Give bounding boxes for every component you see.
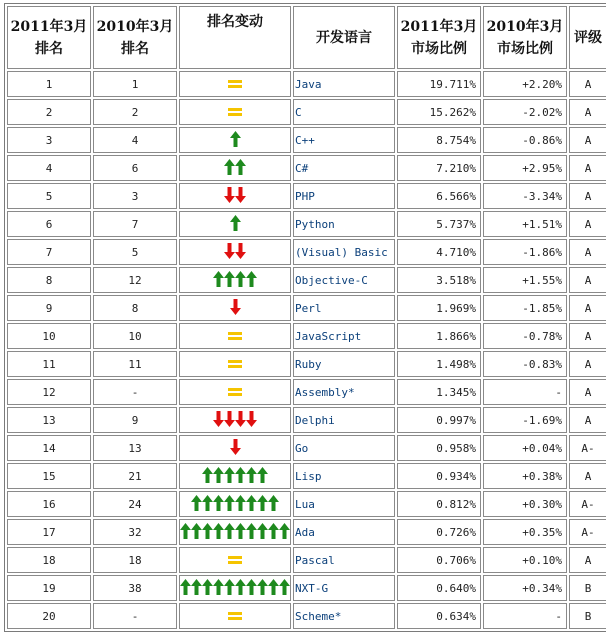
rank-change-indicator [213,410,257,428]
rank-change-indicator [228,383,242,401]
no-change-icon [228,332,242,340]
share-2011-cell: 4.710% [397,239,481,265]
header-rank-2010 [93,6,177,69]
arrow-up-icon [180,579,191,595]
ranking-table-container [4,3,606,632]
arrow-up-icon [268,495,279,511]
rank-change-indicator [191,494,279,512]
language-cell: Delphi [293,407,395,433]
rank-2010-cell: 2 [93,99,177,125]
arrow-up-icon [235,467,246,483]
table-row [7,183,606,209]
share-delta-cell: -2.02% [483,99,567,125]
share-2011-cell: 0.812% [397,491,481,517]
rank-change-cell [179,155,291,181]
language-cell: PHP [293,183,395,209]
header-grade-label: 评级 [574,29,602,46]
language-cell: Objective-C [293,267,395,293]
share-delta-cell: +0.10% [483,547,567,573]
table-row [7,71,606,97]
rank-2010-cell: 12 [93,267,177,293]
share-delta-cell: +0.04% [483,435,567,461]
arrow-up-icon [230,131,241,147]
arrow-up-icon [257,579,268,595]
table-row [7,491,606,517]
arrow-up-icon [246,271,257,287]
arrow-up-icon [180,523,191,539]
grade-cell: A [569,547,606,573]
rank-2010-cell: 32 [93,519,177,545]
rank-change-cell [179,351,291,377]
rank-change-cell [179,519,291,545]
header-language-label: 开发语言 [316,29,372,46]
arrow-up-icon [213,495,224,511]
grade-cell: B [569,575,606,601]
share-2011-cell: 19.711% [397,71,481,97]
rank-change-cell [179,71,291,97]
language-cell: C [293,99,395,125]
rank-2011-cell: 14 [7,435,91,461]
rank-2011-cell: 7 [7,239,91,265]
header-rank-2011 [7,6,91,69]
no-change-icon [228,80,242,88]
language-cell: C# [293,155,395,181]
grade-cell: A [569,463,606,489]
language-cell: Java [293,71,395,97]
arrow-up-icon [268,579,279,595]
share-2011-cell: 8.754% [397,127,481,153]
rank-change-cell [179,183,291,209]
share-2011-cell: 0.640% [397,575,481,601]
rank-2011-cell: 4 [7,155,91,181]
arrow-up-icon [213,579,224,595]
rank-2010-cell: 4 [93,127,177,153]
rank-2010-cell: 8 [93,295,177,321]
arrow-down-icon [224,243,235,259]
arrow-up-icon [202,467,213,483]
arrow-up-icon [213,271,224,287]
rank-2010-cell: 6 [93,155,177,181]
language-cell: Assembly* [293,379,395,405]
language-cell: Scheme* [293,603,395,629]
rank-2011-cell: 19 [7,575,91,601]
grade-cell: A [569,295,606,321]
rank-2011-cell: 10 [7,323,91,349]
share-2011-cell: 1.969% [397,295,481,321]
rank-change-indicator [228,355,242,373]
arrow-up-icon [224,495,235,511]
rank-2011-cell: 5 [7,183,91,209]
share-delta-cell: +1.55% [483,267,567,293]
rank-2010-cell: 5 [93,239,177,265]
rank-2011-cell: 1 [7,71,91,97]
rank-2010-cell: 21 [93,463,177,489]
grade-cell: A [569,323,606,349]
no-change-icon [228,388,242,396]
header-rank-2011-year: 2011年3月 [10,18,88,35]
share-delta-cell: +0.34% [483,575,567,601]
share-delta-cell: +0.30% [483,491,567,517]
share-delta-cell: - [483,379,567,405]
arrow-up-icon [191,495,202,511]
grade-cell: A [569,239,606,265]
arrow-up-icon [224,271,235,287]
rank-change-cell [179,547,291,573]
language-cell: Ada [293,519,395,545]
arrow-up-icon [202,495,213,511]
language-ranking-table [4,3,606,632]
grade-cell: A [569,71,606,97]
table-row [7,435,606,461]
grade-cell: A [569,351,606,377]
table-row [7,407,606,433]
rank-2010-cell: 18 [93,547,177,573]
arrow-up-icon [268,523,279,539]
header-share-2011-label: 市场比例 [411,40,467,57]
rank-2011-cell: 9 [7,295,91,321]
arrow-up-icon [235,523,246,539]
table-row [7,239,606,265]
rank-2010-cell: 10 [93,323,177,349]
table-row [7,295,606,321]
arrow-up-icon [224,467,235,483]
rank-2011-cell: 20 [7,603,91,629]
share-2011-cell: 5.737% [397,211,481,237]
share-2011-cell: 0.997% [397,407,481,433]
language-cell: Python [293,211,395,237]
rank-change-indicator [228,103,242,121]
header-rank-change [179,6,291,69]
header-rank-2010-label: 排名 [121,40,149,57]
arrow-up-icon [224,159,235,175]
rank-change-indicator [230,130,241,148]
rank-2010-cell: 1 [93,71,177,97]
language-cell: C++ [293,127,395,153]
grade-cell: A [569,407,606,433]
language-cell: Lua [293,491,395,517]
header-rank-2010-year: 2010年3月 [96,18,174,35]
rank-change-cell [179,239,291,265]
arrow-down-icon [230,299,241,315]
header-share-2010-label: 市场比例 [497,40,553,57]
no-change-icon [228,612,242,620]
arrow-up-icon [246,495,257,511]
arrow-up-icon [202,579,213,595]
arrow-up-icon [213,523,224,539]
share-2011-cell: 6.566% [397,183,481,209]
grade-cell: A- [569,435,606,461]
rank-change-indicator [230,298,241,316]
arrow-up-icon [246,467,257,483]
arrow-up-icon [230,215,241,231]
table-row [7,519,606,545]
no-change-icon [228,556,242,564]
grade-cell: A [569,183,606,209]
rank-change-indicator [228,551,242,569]
rank-2011-cell: 8 [7,267,91,293]
rank-2011-cell: 3 [7,127,91,153]
rank-2011-cell: 2 [7,99,91,125]
share-2011-cell: 7.210% [397,155,481,181]
rank-2011-cell: 12 [7,379,91,405]
table-row [7,155,606,181]
rank-change-indicator [180,578,290,596]
rank-change-cell [179,127,291,153]
arrow-down-icon [246,411,257,427]
rank-change-indicator [213,270,257,288]
rank-2011-cell: 16 [7,491,91,517]
table-row [7,603,606,629]
table-row [7,575,606,601]
share-delta-cell: -0.78% [483,323,567,349]
rank-change-cell [179,575,291,601]
arrow-up-icon [235,579,246,595]
arrow-up-icon [191,523,202,539]
rank-change-cell [179,407,291,433]
share-delta-cell: -1.85% [483,295,567,321]
rank-change-cell [179,99,291,125]
arrow-up-icon [202,523,213,539]
rank-change-cell [179,491,291,517]
arrow-down-icon [224,187,235,203]
arrow-up-icon [235,159,246,175]
rank-change-indicator [230,438,241,456]
rank-2010-cell: 9 [93,407,177,433]
grade-cell: A [569,267,606,293]
arrow-up-icon [279,579,290,595]
arrow-up-icon [224,579,235,595]
share-2011-cell: 1.866% [397,323,481,349]
grade-cell: B [569,603,606,629]
rank-change-indicator [224,186,246,204]
share-delta-cell: +0.35% [483,519,567,545]
rank-change-indicator [180,522,290,540]
table-row [7,547,606,573]
header-share-2011-year: 2011年3月 [400,18,478,35]
rank-change-indicator [228,607,242,625]
header-rank-2011-label: 排名 [35,40,63,57]
rank-change-cell [179,323,291,349]
grade-cell: A [569,99,606,125]
share-2011-cell: 15.262% [397,99,481,125]
share-delta-cell: +2.95% [483,155,567,181]
header-share-2010 [483,6,567,69]
language-cell: NXT-G [293,575,395,601]
share-2011-cell: 3.518% [397,267,481,293]
rank-2010-cell: 24 [93,491,177,517]
language-cell: Perl [293,295,395,321]
arrow-down-icon [235,411,246,427]
rank-2011-cell: 15 [7,463,91,489]
rank-2011-cell: 11 [7,351,91,377]
share-delta-cell: +0.38% [483,463,567,489]
grade-cell: A- [569,491,606,517]
table-row [7,211,606,237]
rank-change-indicator [224,158,246,176]
rank-change-indicator [224,242,246,260]
rank-2011-cell: 13 [7,407,91,433]
rank-change-cell [179,267,291,293]
share-2011-cell: 0.634% [397,603,481,629]
rank-2010-cell: 11 [93,351,177,377]
rank-change-indicator [228,75,242,93]
header-rank-change-label: 排名变动 [207,14,263,30]
rank-change-indicator [230,214,241,232]
grade-cell: A [569,155,606,181]
share-2011-cell: 0.706% [397,547,481,573]
share-delta-cell: -3.34% [483,183,567,209]
rank-change-cell [179,603,291,629]
table-row [7,127,606,153]
grade-cell: A [569,127,606,153]
rank-2011-cell: 17 [7,519,91,545]
language-cell: Lisp [293,463,395,489]
share-delta-cell: - [483,603,567,629]
share-delta-cell: -1.69% [483,407,567,433]
language-cell: (Visual) Basic [293,239,395,265]
share-delta-cell: -1.86% [483,239,567,265]
share-2011-cell: 0.958% [397,435,481,461]
rank-change-indicator [202,466,268,484]
rank-change-cell [179,295,291,321]
no-change-icon [228,108,242,116]
table-row [7,99,606,125]
arrow-up-icon [213,467,224,483]
language-cell: Pascal [293,547,395,573]
share-2011-cell: 1.498% [397,351,481,377]
share-delta-cell: -0.86% [483,127,567,153]
rank-change-indicator [228,327,242,345]
arrow-up-icon [246,523,257,539]
rank-2010-cell: 13 [93,435,177,461]
rank-2010-cell: - [93,379,177,405]
language-cell: Ruby [293,351,395,377]
table-row [7,463,606,489]
arrow-down-icon [235,187,246,203]
share-2011-cell: 1.345% [397,379,481,405]
arrow-up-icon [257,467,268,483]
arrow-up-icon [235,271,246,287]
arrow-up-icon [191,579,202,595]
rank-2010-cell: 7 [93,211,177,237]
share-delta-cell: +1.51% [483,211,567,237]
rank-change-cell [179,211,291,237]
header-language [293,6,395,69]
header-share-2010-year: 2010年3月 [486,18,564,35]
share-delta-cell: -0.83% [483,351,567,377]
rank-2011-cell: 6 [7,211,91,237]
arrow-up-icon [257,495,268,511]
arrow-down-icon [213,411,224,427]
rank-2010-cell: - [93,603,177,629]
table-body [7,71,606,629]
header-grade [569,6,606,69]
rank-change-cell [179,463,291,489]
rank-change-cell [179,435,291,461]
arrow-up-icon [279,523,290,539]
rank-change-cell [179,379,291,405]
grade-cell: A- [569,519,606,545]
share-2011-cell: 0.726% [397,519,481,545]
arrow-up-icon [235,495,246,511]
language-cell: Go [293,435,395,461]
no-change-icon [228,360,242,368]
grade-cell: A [569,211,606,237]
table-header-row [7,6,606,69]
rank-2011-cell: 18 [7,547,91,573]
arrow-down-icon [235,243,246,259]
share-delta-cell: +2.20% [483,71,567,97]
table-row [7,267,606,293]
table-row [7,323,606,349]
arrow-up-icon [257,523,268,539]
table-row [7,379,606,405]
rank-2010-cell: 38 [93,575,177,601]
arrow-down-icon [224,411,235,427]
grade-cell: A [569,379,606,405]
table-row [7,351,606,377]
header-share-2011 [397,6,481,69]
share-2011-cell: 0.934% [397,463,481,489]
language-cell: JavaScript [293,323,395,349]
rank-2010-cell: 3 [93,183,177,209]
arrow-up-icon [246,579,257,595]
arrow-up-icon [224,523,235,539]
arrow-down-icon [230,439,241,455]
